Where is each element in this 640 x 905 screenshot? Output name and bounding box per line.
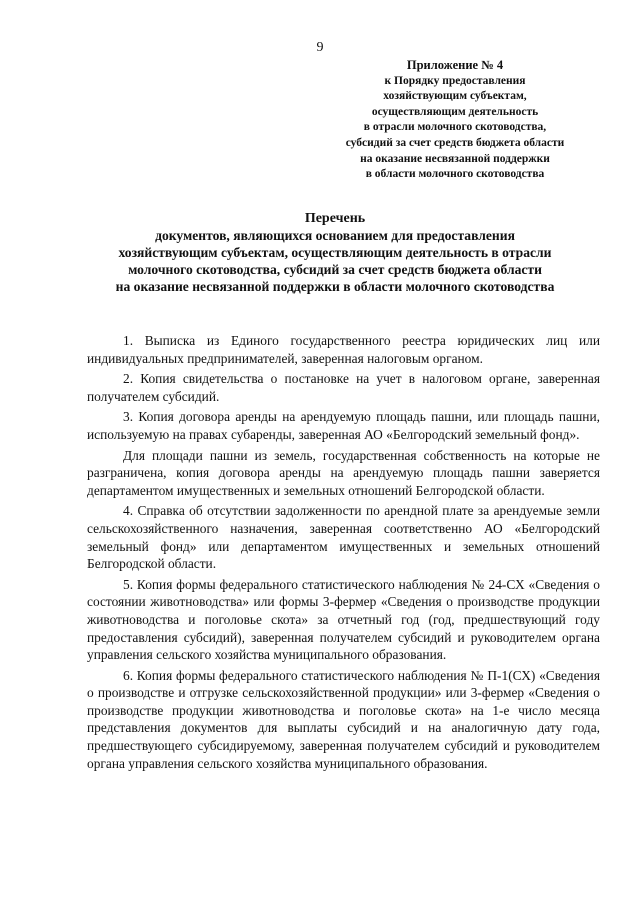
appendix-title: Приложение № 4 [406,58,504,72]
paragraph-item-5: 5. Копия формы федерального статистического наблюдения № 24-СХ «Сведения о состоянии животноводства» или формы 3-фермер «Сведения о производстве продукции животноводства и поголовье скота» за отчетный год (год, предшествующий году предоставления субсидий), заверенная получателем субсидий и руководителем органа управления сельского хозяйства муниципального образования. [87,576,600,663]
document-body [87,332,600,775]
paragraph-item-6: 6. Копия формы федерального статистического наблюдения № П-1(СХ) «Сведения о производстве и отгрузке сельскохозяйственной продукции» или 3-фермер «Сведения о производстве продукции животноводства и поголовье скота» на 1-е число месяца представления документов для выплаты субсидий и на аналогичную дату года, предшествующего субсидируемому, заверенная получателем субсидий и руководителем органа управления сельского хозяйства муниципального образования. [87,667,600,771]
paragraph-item-2: 2. Копия свидетельства о постановке на учет в налоговом органе, заверенная получателем субсидий. [87,371,600,404]
heading-line: документов, являющихся основанием для предоставления [155,228,515,243]
paragraph-item-3: 3. Копия договора аренды на арендуемую площадь пашни, или площадь пашни, используемую на правах субаренды, заверенная АО «Белгородский земельный фонд». [87,409,600,442]
appendix-line: субсидий за счет средств бюджета области [345,136,565,149]
appendix-line: к Порядку предоставления [384,74,526,87]
heading-line: на оказание несвязанной поддержки в области молочного скотоводства [115,279,555,294]
document-heading [70,210,600,295]
heading-line: молочного скотоводства, субсидий за счет средств бюджета области [128,262,542,277]
page-number: 9 [316,40,324,55]
appendix-block [330,58,580,183]
paragraph-item-1: 1. Выписка из Единого государственного реестра юридических лиц или индивидуальных предпринимателей, заверенная налоговым органом. [87,333,600,366]
appendix-line: хозяйствующим субъектам, [383,90,527,103]
appendix-line: на оказание несвязанной поддержки [360,152,550,165]
appendix-line: в отрасли молочного скотоводства, [363,121,547,134]
appendix-line: осуществляющим деятельность [371,105,539,118]
appendix-line: в области молочного скотоводства [365,168,545,181]
paragraph-item-3-note: Для площади пашни из земель, государственная собственность на которые не разграничена, копия договора аренды на арендуемую площадь пашни заверяется департаментом имущественных и земельных отношений Белгородской области. [87,447,600,498]
paragraph-item-4: 4. Справка об отсутствии задолженности по арендной плате за арендуемые земли сельскохозяйственного назначения, заверенная соответственно АО «Белгородский земельный фонд» или департаментом имущественных и земельных отношений Белгородской области. [87,503,600,572]
heading-title: Перечень [304,211,366,226]
heading-line: хозяйствующим субъектам, осуществляющим деятельность в отрасли [118,245,552,260]
